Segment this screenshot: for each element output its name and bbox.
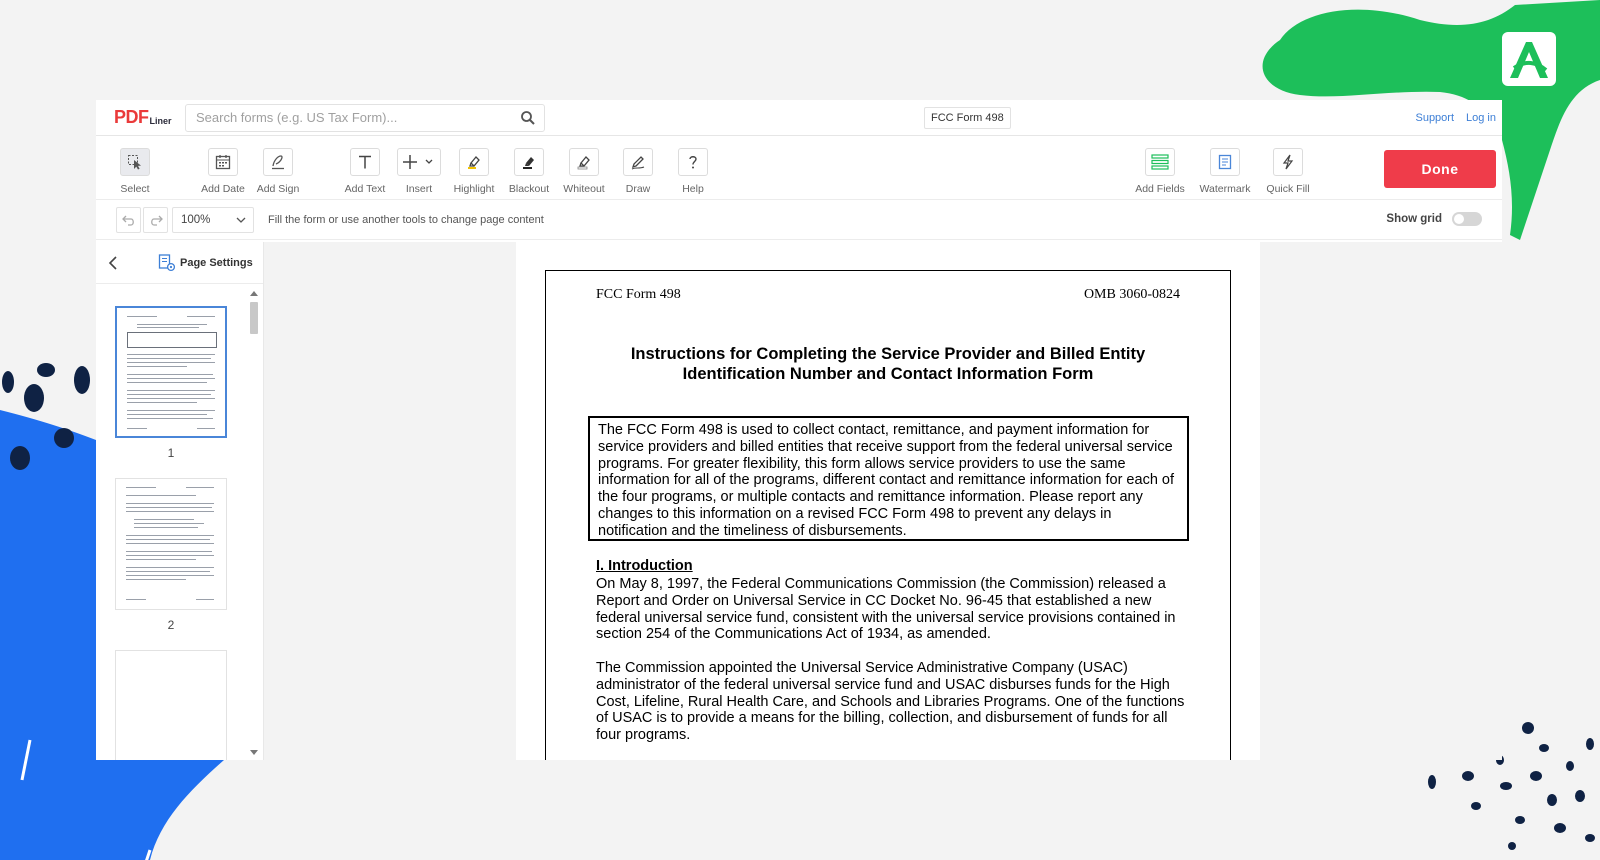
page-settings-label: Page Settings <box>180 257 253 269</box>
blackout-icon <box>514 148 544 176</box>
undo-icon <box>122 213 136 227</box>
workspace <box>96 242 1502 760</box>
zoom-select[interactable] <box>172 207 254 233</box>
watermark-tool[interactable] <box>1197 148 1253 195</box>
heading-line-1: Instructions for Completing the Service Provider and Billed Entity <box>630 345 1146 363</box>
show-grid-toggle[interactable] <box>1452 212 1482 226</box>
done-button[interactable]: Done <box>1384 150 1496 188</box>
paragraph-1: On May 8, 1997, the Federal Communications Commission (the Commission) released a Report and Order on Universal Service in CC Docket No. 96-45 that established a new federal universal service fund, consistent with the universal service provisions contained in section 254 of the Communications Act of 1934, as amended. <box>596 576 1176 643</box>
page-thumbnail-2[interactable] <box>115 478 227 610</box>
add-sign-tool[interactable] <box>250 148 306 195</box>
logo-pdf-text: PDF <box>114 107 149 127</box>
pdf-logo-icon <box>1500 30 1558 88</box>
scroll-up-icon[interactable] <box>250 290 258 296</box>
editor-window <box>96 100 1502 760</box>
add-text-tool[interactable] <box>337 148 393 195</box>
blackout-tool[interactable] <box>501 148 557 195</box>
page-number-2: 2 <box>167 618 175 632</box>
toggle-knob <box>1454 214 1464 224</box>
whiteout-tool-label: Whiteout <box>563 183 605 195</box>
top-links <box>1415 100 1496 136</box>
add-date-tool[interactable] <box>195 148 251 195</box>
scroll-down-icon[interactable] <box>250 750 258 756</box>
undo-button[interactable] <box>116 207 141 233</box>
highlight-tool-label: Highlight <box>453 183 495 195</box>
insert-tool[interactable] <box>391 148 447 195</box>
zoom-value: 100% <box>181 213 211 226</box>
draw-tool-label: Draw <box>625 183 651 195</box>
help-tool[interactable] <box>665 148 721 195</box>
search-box <box>185 104 545 132</box>
draw-tool[interactable] <box>610 148 666 195</box>
logo-liner-text: Liner <box>149 116 172 126</box>
signature-icon <box>263 148 293 176</box>
hint-text: Fill the form or use another tools to change page content <box>268 213 544 226</box>
page-thumbnail-1[interactable] <box>115 306 227 438</box>
calendar-icon <box>208 148 238 176</box>
lightning-icon <box>1273 148 1303 176</box>
thumbnail-scrollbar[interactable] <box>248 288 260 760</box>
scrollbar-thumb[interactable] <box>250 302 258 334</box>
login-link[interactable]: Log in <box>1466 112 1496 124</box>
pdfliner-logo[interactable] <box>114 107 181 128</box>
insert-tool-label: Insert <box>405 183 433 195</box>
eraser-icon <box>569 148 599 176</box>
pen-icon <box>623 148 653 176</box>
document-heading <box>546 344 1230 384</box>
redo-icon <box>149 213 163 227</box>
add-sign-tool-label: Add Sign <box>256 183 300 195</box>
redo-button[interactable] <box>143 207 168 233</box>
support-link[interactable]: Support <box>1415 112 1455 124</box>
show-grid-label: Show grid <box>1386 213 1442 225</box>
watermark-icon <box>1210 148 1240 176</box>
thumbnail-list <box>96 284 246 760</box>
sidebar-header <box>96 242 263 284</box>
add-text-tool-label: Add Text <box>344 183 386 195</box>
question-icon <box>678 148 708 176</box>
whiteout-tool[interactable] <box>556 148 612 195</box>
select-tool[interactable] <box>107 148 163 195</box>
history-controls <box>116 207 168 233</box>
page-thumbnail-3[interactable] <box>115 650 227 760</box>
blackout-tool-label: Blackout <box>508 183 550 195</box>
page-settings-icon <box>158 254 176 272</box>
add-fields-tool[interactable] <box>1132 148 1188 195</box>
text-icon <box>350 148 380 176</box>
quick-fill-tool-label: Quick Fill <box>1266 183 1310 195</box>
select-tool-label: Select <box>120 183 150 195</box>
page-number-1: 1 <box>167 446 175 460</box>
page-sidebar <box>96 242 264 760</box>
plus-icon <box>397 148 441 176</box>
toolbar <box>96 136 1502 200</box>
cursor-icon <box>120 148 150 176</box>
search-icon[interactable] <box>520 110 536 126</box>
highlighter-icon <box>459 148 489 176</box>
document-title: FCC Form 498 <box>924 107 1011 129</box>
show-grid-control <box>1386 212 1482 226</box>
document-page[interactable] <box>545 270 1231 760</box>
document-canvas <box>516 242 1260 760</box>
heading-line-2: Identification Number and Contact Information Form <box>682 365 1094 383</box>
search-input[interactable] <box>196 110 520 125</box>
page-header-right: OMB 3060-0824 <box>1083 287 1180 302</box>
top-bar <box>96 100 1502 136</box>
page-header-left: FCC Form 498 <box>596 287 681 302</box>
secondary-toolbar <box>96 200 1502 240</box>
highlight-tool[interactable] <box>446 148 502 195</box>
page-settings-button[interactable] <box>158 254 253 272</box>
fields-icon <box>1145 148 1175 176</box>
add-fields-tool-label: Add Fields <box>1135 183 1185 195</box>
quick-fill-tool[interactable] <box>1260 148 1316 195</box>
navy-dots-decoration <box>0 350 100 480</box>
watermark-tool-label: Watermark <box>1199 183 1251 195</box>
chevron-down-icon <box>235 214 247 226</box>
collapse-sidebar-icon[interactable] <box>108 256 118 270</box>
add-date-tool-label: Add Date <box>201 183 245 195</box>
paragraph-2: The Commission appointed the Universal Service Administrative Company (USAC) administrator of the federal universal service fund and USAC disburses funds for the High Cost, Lifeline, Rural Health Care, and Schools and Libraries Programs. One of the functions of USAC is to provide a means for the billing, collection, and disbursement of funds for all four programs. <box>596 660 1185 744</box>
section-title: I. Introduction <box>596 558 693 574</box>
summary-box: The FCC Form 498 is used to collect contact, remittance, and payment information for service providers and billed entities that receive support from the federal universal service programs. For greater flexibility, this form allows service providers to use the same information for all of the programs, different contact and remittance information for each of the four programs, or multiple contacts and remittance information. Please report any changes to this information on a revised FCC Form 498 to prevent any delays in notification and the timeliness of disbursements. <box>588 416 1189 541</box>
help-tool-label: Help <box>682 183 704 195</box>
